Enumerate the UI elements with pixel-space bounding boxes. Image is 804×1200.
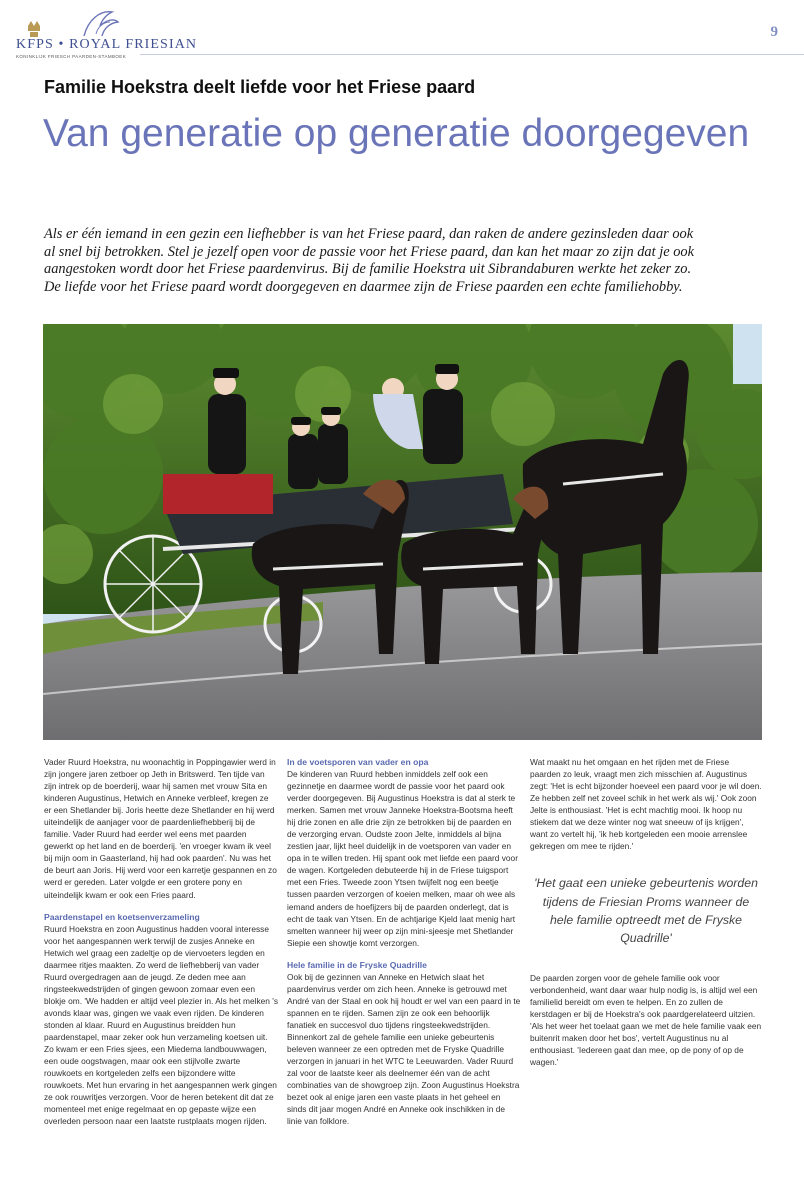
section-heading: In de voetsporen van vader en opa <box>287 757 429 767</box>
header-divider <box>140 54 804 55</box>
article-column-1 <box>44 756 278 1127</box>
section-heading: Paardenstapel en koetsenverzameling <box>44 911 200 922</box>
paragraph: De paarden zorgen voor de gehele familie ook voor verbondenheid, want daar waar hulp nodig is, is altijd wel een familielid bereidt om even te helpen. En zo zullen de kerstdagen er bij de Hoekstra's ook paardgerelateerd uitzien. 'Als het weer het toelaat gaan we met de hele familie vaak een buitenrit maken door het bos', vertelt Augustinus nu al enthousiast. 'Iedereen gaat dan mee, op de pony of op de wagen.' <box>530 972 762 1067</box>
paragraph: Wat maakt nu het omgaan en het rijden met de Friese paarden zo leuk, vraagt men zich misschien af. Augustinus zegt: 'Het is echt bijzonder hoeveel een paard voor je wil doen. Ze hebben zelf net zoveel schik in het werk als wij.' Ook zoon Jelte is enthousiast. 'Het is echt machtig mooi. Ik hoop nu stiekem dat we deze winter nog wat sneeuw of ijs krijgen', want zo vertelt hij, 'ik heb kortgeleden een mooie arrenslee gekregen om mee te rijden.' <box>530 757 762 852</box>
article-title: Van generatie op generatie doorgegeven <box>43 112 750 155</box>
logo-wordmark: KFPS • ROYAL FRIESIAN <box>16 37 198 52</box>
page-number: 9 <box>770 24 778 40</box>
article-photo <box>43 324 762 740</box>
carriage-with-horses-photo-icon <box>43 324 762 740</box>
article-kicker: Familie Hoekstra deelt liefde voor het Friese paard <box>44 77 476 97</box>
paragraph: Ook bij de gezinnen van Anneke en Hetwich slaat het paardenvirus verder om zich heen. Anneke is getrouwd met André van der Staal en ook hij houdt er wel van een paard in te spannen en te rijden. Samen zijn ze ook een behoorlijk fanatiek en succesvol duo tijdens ringsteekwedstrijden. Binnenkort zal de gehele familie een unieke gebeurtenis beleven wanneer ze een optreden met de Fryske Quadrille verzorgen in januari in het WTC te Leeuwarden. Vader Ruurd zal voor de laatste keer als deelnemer één van de acht combinaties van de showgroep zijn. Zoon Augustinus Hoekstra bezet ook al enige jaren een vaste plaats in het geheel en sinds dit jaar mogen André en Anneke ook inschikken in de linie van folklore. <box>287 971 521 1127</box>
article-column-3 <box>530 756 762 1068</box>
article-intro: Als er één iemand in een gezin een liefhebber is van het Friese paard, dan raken de andere gezinsleden daar ook al snel bij betrokken. Stel je jezelf open voor de passie voor het Friese paard, dan kan het maar zo zijn dat je ook aangestoken wordt door het Friese paardenvirus. Bij de familie Hoekstra uit Sibrandaburen werkte het zeker zo. De liefde voor het Friese paard wordt doorgegeven en daarmee zijn de Friese paarden een echte familiehobby. <box>44 226 694 295</box>
paragraph: Ruurd Hoekstra en zoon Augustinus hadden vooral interesse voor het aangespannen werk terwijl de zusjes Anneke en Hetwich wel graag een zadeltje op de viervoeters legden en daarmee ritjes maakten. Zo werd de liefhebberij van vader Ruurd overgedragen aan de jeugd. Ze deden mee aan ringsteekwedstrijden of gingen gewoon zomaar even een blokje om. 'We hadden er altijd veel plezier in. Als het melken 's avonds klaar was, gingen we vaak even rijden. De kinderen stonden al klaar. Ruurd en Augustinus breidden hun paardenstapel, maar zeker ook hun verzameling koetsen uit. Zo kwam er een Fries sjees, een Miedema landbouwwagen, een oude oogstwagen, maar ook een stijlvolle zwarte rouwkoets en kortgeleden zelfs een bijzondere witte rouwkoets. Met hun ervaring in het aangespannen werk gingen ze ook rouwritjes verzorgen. Voor de heren betekent dit dat ze momenteel met enige regelmaat en op gepaste wijze een overleden persoon naar een laatste rustplaats mogen rijden. <box>44 923 278 1127</box>
paragraph: Vader Ruurd Hoekstra, nu woonachtig in Poppingawier werd in zijn jongere jaren zetboer op Jeth in Britswerd. Ten tijde van zijn intrek op de boerderij, waar hij samen met vrouw Sita en kinderen Augustinus, Hetwich en Anneke verbleef, kregen ze er een Shetlander bij. Joris heette deze Shetlander en hij werd uiteindelijk de aanjager voor de paardenliefhebberij bij de familie. Vader Ruurd had eerder wel eens met paarden gewerkt op het land en de boerderij. 'en vroeger kwam ik veel bij mijn oom in Gaasterland, hij had ook paarden'. Nu was het de beurt aan Joris. Hij werd voor een karretje gespannen en zo werd er gereden. Later volgde er een grotere pony en uiteindelijk kwam er ook een Fries paard. <box>44 757 277 900</box>
article-column-2 <box>287 756 521 1127</box>
pull-quote: 'Het gaat een unieke gebeurtenis worden tijdens de Friesian Proms wanneer de hele familie optreedt met de Fryske Quadrille' <box>534 876 758 946</box>
logo-subtext: KONINKLIJK FRIESCH PAARDEN-STAMBOEK <box>16 54 127 59</box>
paragraph: De kinderen van Ruurd hebben inmiddels zelf ook een gezinnetje en daarmee wordt de passie voor het paard ook verder doorgegeven. Bij Augustinus Hoekstra is dat al sterk te merken. Samen met vrouw Janneke Hoekstra-Bootsma heeft hij drie zonen en alle drie zijn ze betrokken bij de paarden en de verzorging ervan. Oudste zoon Jelte, inmiddels al bijna zestien jaar, lijkt heel duidelijk in de voetsporen van vader en opa in te willen treden. Hij spant ook met liefde een paard voor de wagen. Kortgeleden debuteerde hij in de Friese tuigsport met een Fries. Tweede zoon Ytsen twijfelt nog een beetje tussen paarden verzorgen of koeien melken, maar oh wee als iemand anders de hoefijzers bij de paarden onderlegt, dat is echt de taak van Ytsen. En de achtjarige Kjeld laat menig hart smelten wanneer hij weer op zijn mini-sjeesje met Shetlander Siepie een showtje komt verzorgen. <box>287 769 518 948</box>
page-header <box>0 0 804 60</box>
section-heading: Hele familie in de Fryske Quadrille <box>287 959 427 970</box>
